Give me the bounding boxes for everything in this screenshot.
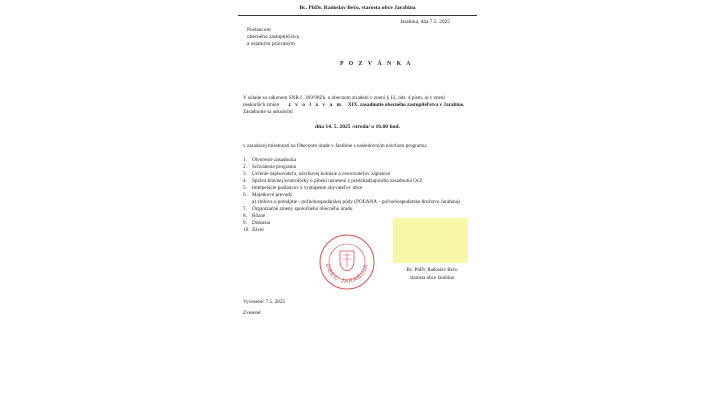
intro-line-2: [243, 102, 464, 108]
signatory-role: starosta obce Jarabina: [410, 276, 454, 281]
agenda-item: [0, 178, 720, 185]
agenda-text: Otvorenie zasadnutia: [252, 157, 296, 163]
agenda-text: Interpelácie poslancov a vystúpenie obyvateľov obce: [252, 185, 363, 191]
intro-line-1: V súlade so zákonom SNR č. 369/90Zb. o obecnom zriadení v znení § 13, ods. 4 písm. a) v znení: [243, 95, 445, 101]
agenda-text: Schválenie programu: [252, 164, 297, 170]
agenda-item: [0, 171, 720, 178]
agenda-number: 9.: [243, 220, 247, 226]
intro-prefix: neskorších zmien: [243, 102, 280, 108]
agenda-item: [0, 220, 720, 227]
agenda-item: [0, 206, 720, 213]
intro-convene: z v o l á v a m: [288, 102, 343, 108]
agenda-item: [0, 164, 720, 171]
addressee-line: Poslancom: [247, 27, 271, 33]
agenda-number: 5.: [243, 185, 247, 191]
agenda-number: 4.: [243, 178, 247, 184]
agenda-text: Záver: [252, 227, 265, 233]
intro-line-3: Zasadnutie sa uskutoční: [243, 109, 293, 115]
agenda-item: [0, 157, 720, 164]
letterhead-name: Bc. PhDr. Radoslav Bečo, starosta obce Jarabina: [299, 5, 416, 11]
addressee-line: a ostatným prizvaným: [247, 41, 295, 47]
agenda-text: Rôzne: [252, 213, 266, 219]
agenda-text: Organizačné zmeny spoločného obecného úradu: [252, 206, 353, 212]
agenda-text: Správa hlavnej kontrolórky o plnení uznesení z predchádzajúceho zasadnutia OcZ: [252, 178, 423, 184]
agenda-item: [0, 199, 720, 206]
agenda-number: 1.: [243, 157, 247, 163]
agenda-number: 6.: [243, 192, 247, 198]
agenda-text: Určenie zapisovateľa, návrhovej komisie a overovateľov zápisnice: [252, 171, 391, 177]
addressee-line: obecného zastupiteľstva: [247, 34, 300, 40]
agenda-item: [0, 192, 720, 199]
municipal-stamp: [318, 233, 376, 291]
signatory-name: Bc. PhDr. Radoslav Bečo: [406, 268, 458, 273]
agenda-text: Diskusia: [252, 220, 271, 226]
agenda-number: 2.: [243, 164, 247, 170]
meeting-datetime: dňa 14. 5. 2025 /streda/ o 16.00 hod.: [315, 124, 400, 130]
location-line: v zasadacej miestnosti na Obecnom úrade v Jarabine s nasledovným návrhom programu:: [243, 143, 428, 149]
letter-date: Jarabina, dňa 7.5. 2025: [400, 19, 451, 25]
intro-session: XIX. zasadnutie obecného zastupiteľstva v Jarabine.: [347, 102, 465, 108]
agenda-item: [0, 185, 720, 192]
document-title: P O Z V Á N K A: [340, 61, 413, 67]
posted-date: Vyvesené: 7.5. 2025: [243, 299, 286, 305]
agenda-number: 10.: [243, 227, 250, 233]
agenda-text: Majetkové prevody: [252, 192, 293, 198]
agenda-number: 7.: [243, 206, 247, 212]
letterhead-rule: [238, 15, 477, 16]
signature-redaction: [393, 218, 468, 263]
agenda-item: [0, 213, 720, 220]
agenda-number: 8.: [243, 213, 247, 219]
agenda-text: a) zmluva o prenájme - poľnohospodárskej pôdy (POĽANA – poľnohospodárske družstvo Jarabina): [252, 199, 460, 205]
stamp-crest-detail: [343, 253, 351, 267]
agenda-number: 3.: [243, 171, 247, 177]
stamp-text-path: OBEC JARABINA: [323, 263, 370, 286]
removed-date: Zvesené:: [243, 310, 262, 316]
